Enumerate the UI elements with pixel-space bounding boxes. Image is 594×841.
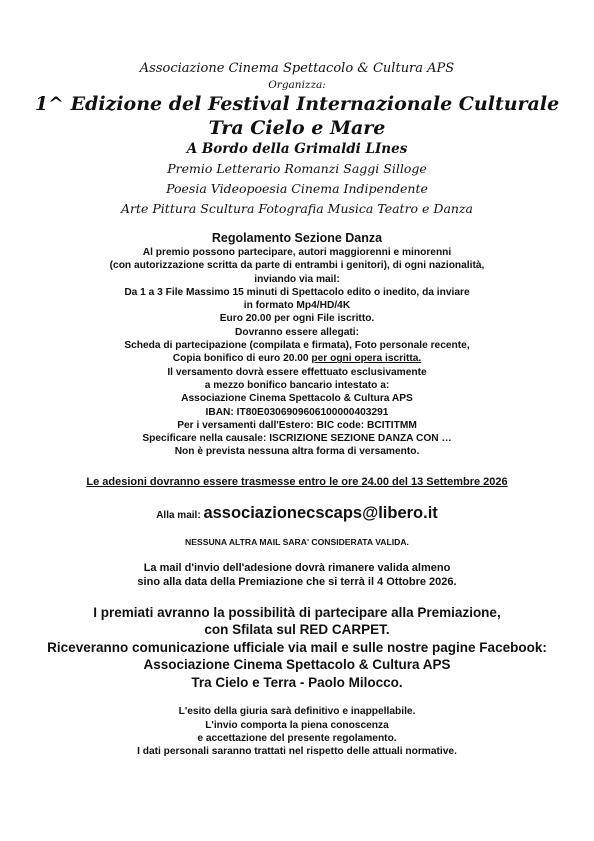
closing-line: L'esito della giuria sarà definitivo e inappellabile. <box>178 706 416 718</box>
payment-copy-underlined: per ogni opera iscritta. <box>311 353 422 365</box>
regulation-section <box>0 230 594 459</box>
payment-copy-line <box>0 352 594 365</box>
regulation-line: Da 1 a 3 File Massimo 15 minuti di Spettacolo edito o inedito, da inviare <box>124 286 470 298</box>
regulation-line: Euro 20.00 per ogni File iscritto. <box>219 313 375 325</box>
regulation-line: Specificare nella causale: ISCRIZIONE SEZIONE DANZA CON … <box>142 433 452 445</box>
mail-label: Alla mail: <box>156 509 204 521</box>
validity-line: La mail d'invio dell'adesione dovrà rimanere valida almeno <box>143 561 451 574</box>
validity-line: sino alla data della Premiazione che si terrà il 4 Ottobre 2026. <box>137 575 457 588</box>
regulation-line: in formato Mp4/HD/4K <box>243 300 351 312</box>
festival-title: 1^ Edizione del Festival Internazionale Culturale <box>34 93 560 115</box>
closing-line: I dati personali saranno trattati nel rispetto delle attuali normative. <box>137 746 457 758</box>
mail-line <box>0 503 594 526</box>
organizza-label: Organizza: <box>268 79 326 91</box>
closing-line: e accettazione del presente regolamento. <box>197 732 397 744</box>
payment-copy-text: Copia bonifico di euro 20.00 <box>172 353 312 365</box>
on-board-line: A Bordo della Grimaldi LInes <box>186 141 408 157</box>
awards-line: Associazione Cinema Spettacolo & Cultura APS <box>143 657 451 673</box>
mail-address-link[interactable]: associazionecscaps@libero.it <box>203 503 438 522</box>
regulation-title: Regolamento Sezione Danza <box>211 231 383 245</box>
awards-section <box>0 604 594 692</box>
regulation-line: Il versamento dovrà essere effettuato esclusivamente <box>167 366 427 378</box>
closing-line: L'invio comporta la piena conoscenza <box>205 719 389 731</box>
regulation-line: inviando via mail: <box>254 273 340 285</box>
awards-line: I premiati avranno la possibilità di partecipare alla Premiazione, <box>93 604 501 620</box>
validity-section <box>0 561 594 589</box>
awards-line: Tra Cielo e Terra - Paolo Milocco. <box>191 674 403 690</box>
festival-subtitle: Tra Cielo e Mare <box>208 117 386 139</box>
iban-line: IBAN: IT80E0306909606100000403291 <box>205 406 389 418</box>
regulation-line: Scheda di partecipazione (compilata e firmata), Foto personale recente, <box>124 340 470 352</box>
awards-line: con Sfilata sul RED CARPET. <box>204 622 390 638</box>
category-line: Poesia Videopoesia Cinema Indipendente <box>166 181 428 196</box>
closing-section <box>0 705 594 758</box>
category-line: Arte Pittura Scultura Fotografia Musica Teatro e Danza <box>121 201 473 216</box>
regulation-line: Al premio possono partecipare, autori maggiorenni e minorenni <box>142 247 452 258</box>
category-line: Premio Letterario Romanzi Saggi Silloge <box>167 161 427 176</box>
regulation-line: Non è prevista nessuna altra forma di versamento. <box>174 446 420 458</box>
bic-line: Per i versamenti dall'Estero: BIC code: BCITITMM <box>177 419 417 431</box>
awards-line: Riceveranno comunicazione ufficiale via mail e sulle nostre pagine Facebook: <box>47 639 547 655</box>
regulation-line: Dovranno essere allegati: <box>235 326 359 338</box>
no-other-mail-notice: NESSUNA ALTRA MAIL SARA' CONSIDERATA VALIDA. <box>185 536 409 547</box>
regulation-line: (con autorizzazione scritta da parte di entrambi i genitori), di ogni nazionalità, <box>109 260 485 272</box>
regulation-line: Associazione Cinema Spettacolo & Cultura APS <box>181 393 413 405</box>
regulation-line: a mezzo bonifico bancario intestato a: <box>204 379 390 391</box>
deadline-line: Le adesioni dovranno essere trasmesse entro le ore 24.00 del 13 Settembre 2026 <box>86 475 508 488</box>
association-name: Associazione Cinema Spettacolo & Cultura APS <box>139 61 455 76</box>
